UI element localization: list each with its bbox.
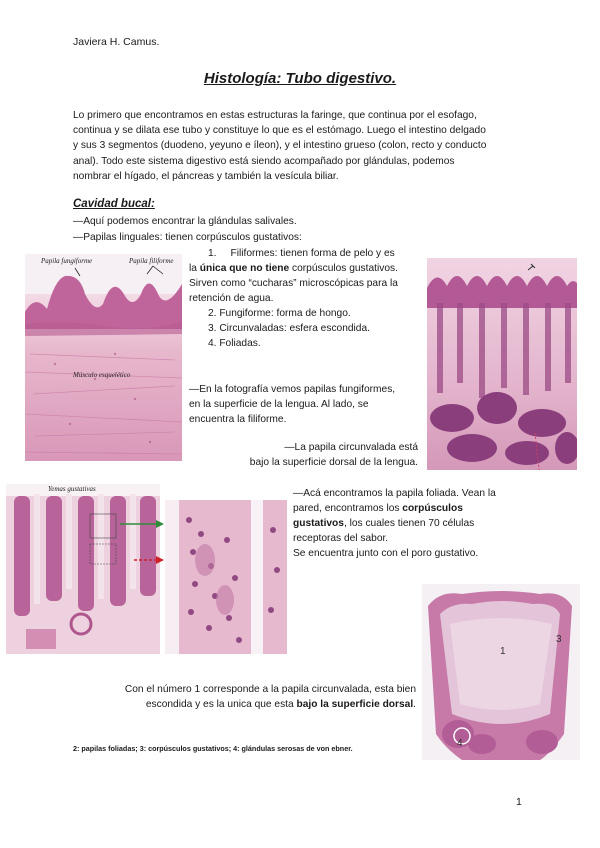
list-item-1-line3: Sirven como “cucharas” microscópicas para la [189, 278, 398, 289]
bullet-papilas: —Papilas linguales: tienen corpúsculos gustativos: [73, 232, 302, 243]
photo-note: —En la fotografía vemos papilas fungiformes, en la superficie de la lengua. Al lado, se encuentra la filiforme. [189, 384, 396, 425]
page-number: 1 [516, 796, 522, 808]
intro-line: continua y se dilata ese tubo y constituye lo que es el estómago. Luego el intestino delgado [73, 125, 486, 137]
intro-line: y sus 3 segmentos (duodeno, yeyuno e íleon), y el intestino grueso (colon, recto y conducto [73, 140, 487, 152]
label-musculo: Músculo esquelético [73, 371, 131, 379]
histology-image-circunvalada-numbered [422, 584, 580, 760]
list-item-1-line2: la única que no tiene corpúsculos gustativos. [189, 263, 398, 274]
histology-image-foliada [6, 484, 160, 654]
circunvalada-description: Con el número 1 corresponde a la papila circunvalada, esta bien escondida y es la unica que esta bajo la superficie dorsal. [124, 684, 416, 710]
histology-image-foliada-zoom [165, 500, 287, 654]
intro-line: nombrar el hígado, el páncreas y también la vesícula biliar. [73, 170, 339, 182]
bullet-salivales: —Aquí podemos encontrar la glándulas salivales. [73, 216, 297, 227]
histology-image-fungiform [25, 254, 182, 461]
list-item-4: 4. Foliadas. [208, 338, 261, 349]
label-fungiforme: Papila fungiforme [41, 257, 93, 265]
label-filiforme: Papila filiforme [129, 257, 174, 265]
intro-line: Lo primero que encontramos en estas estructuras la faringe, que continua por el esofago, [73, 110, 477, 121]
page-title: Histología: Tubo digestivo. [203, 70, 397, 87]
number-label-3: 3 [556, 634, 562, 645]
intro-line: anal). Todo este sistema digestivo está siendo acompañado por glándulas, podemos [73, 155, 455, 167]
histology-image-circunvalada [427, 258, 577, 470]
foliada-note: —Acá encontramos la papila foliada. Vean la pared, encontramos los corpúsculos gustativos, los cuales tienen 70 células receptoras del sabor. Se encuentra junto con el poro gustativo. [293, 488, 496, 559]
intro-paragraph [73, 108, 528, 184]
label-yemas: Yemas gustativas [48, 485, 96, 493]
section-heading: Cavidad bucal: [73, 198, 155, 210]
number-label-1: 1 [500, 646, 506, 657]
circunvalada-note: —La papila circunvalada está bajo la superficie dorsal de la lengua. [249, 442, 418, 468]
number-label-4: 4 [457, 738, 463, 749]
list-item-1: 1. Filiformes: tienen forma de pelo y es [208, 248, 395, 259]
list-item-3: 3. Circunvaladas: esfera escondida. [208, 323, 370, 334]
list-item-2: 2. Fungiforme: forma de hongo. [208, 308, 351, 319]
figure-caption: 2: papilas foliadas; 3: corpúsculos gustativos; 4: glándulas serosas de von ebner. [73, 744, 353, 753]
list-item-1-line4: retención de agua. [189, 293, 274, 304]
author-name: Javiera H. Camus. [73, 36, 160, 48]
arrow-connectors [118, 514, 166, 568]
